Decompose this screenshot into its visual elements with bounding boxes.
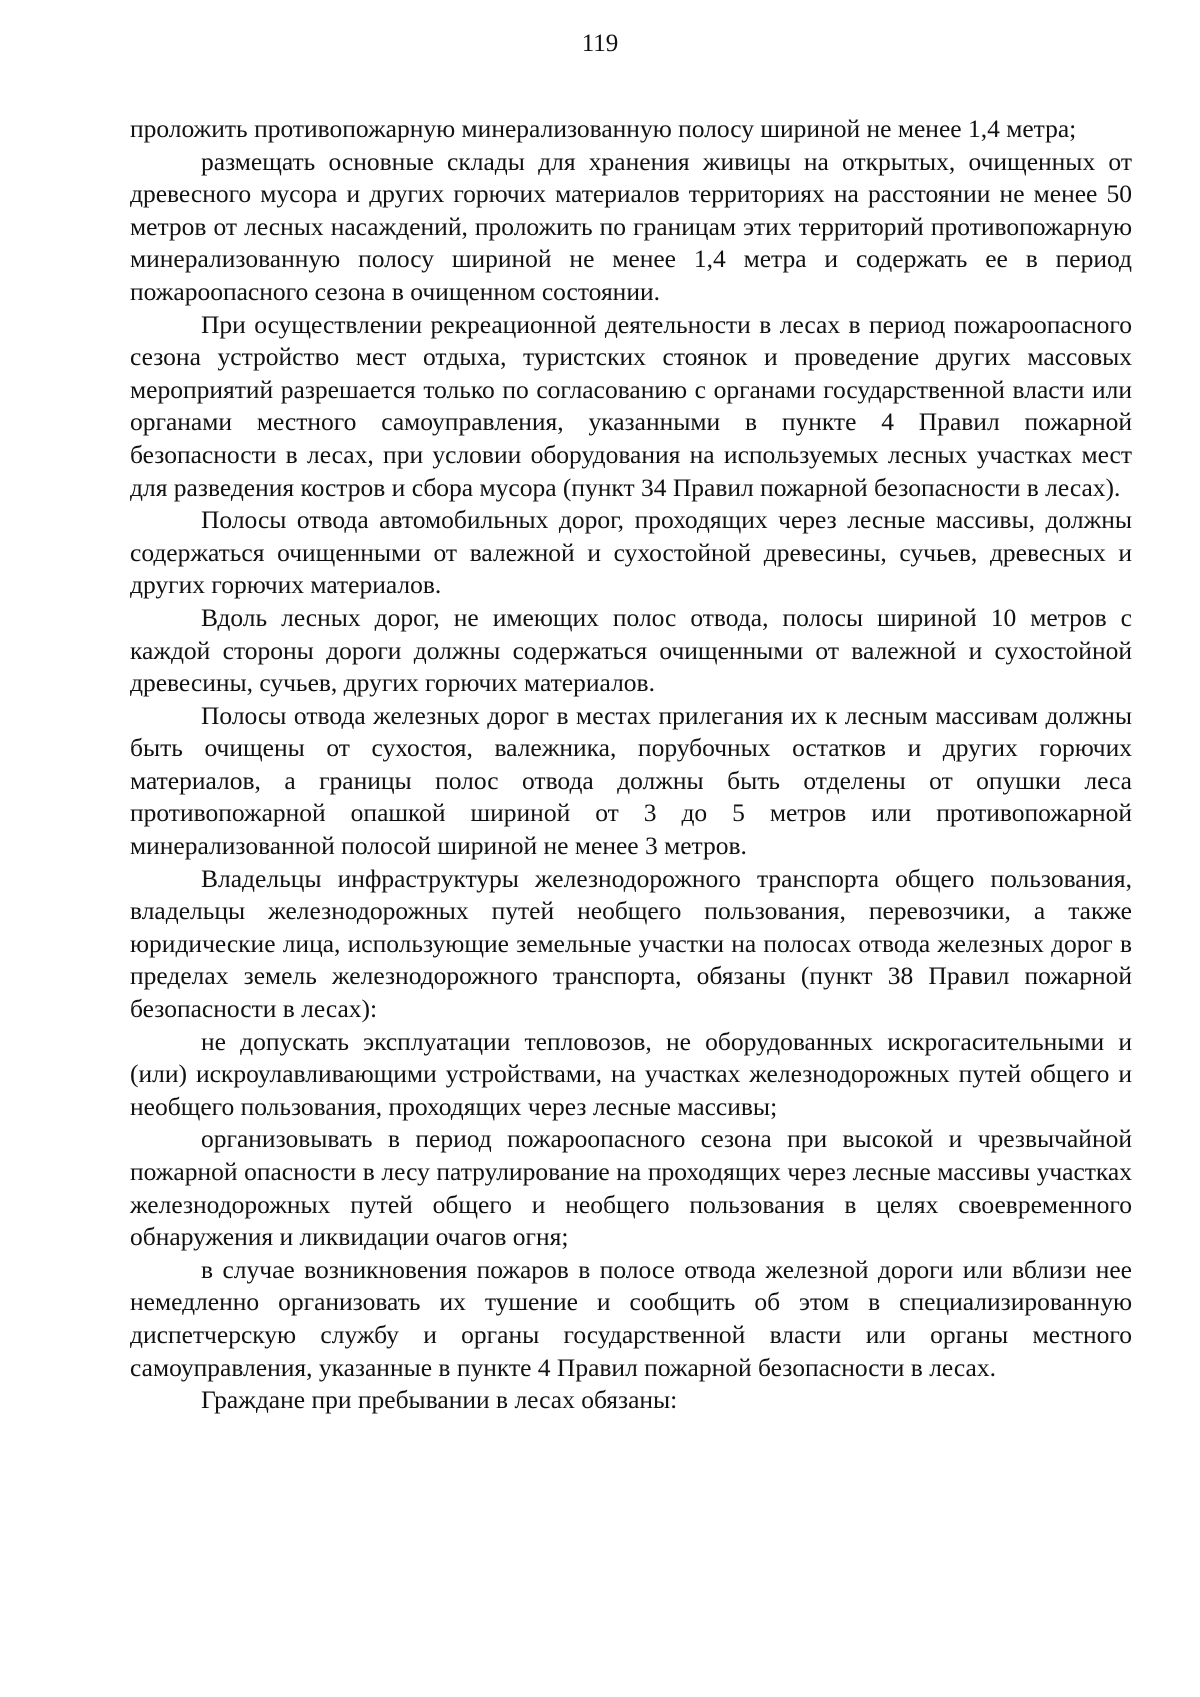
paragraph: При осуществлении рекреационной деятельности в лесах в период пожароопасного сезона устройство мест отдыха, туристских стоянок и проведение других массовых мероприятий разрешается только по согласованию с органами государственной власти или органами местного самоуправления, указанными в пункте 4 Правил пожарной безопасности в лесах, при условии оборудования на используемых лесных участках мест для разведения костров и сбора мусора (пункт 34 Правил пожарной безопасности в лесах). <box>130 309 1132 502</box>
paragraph: Владельцы инфраструктуры железнодорожного транспорта общего пользования, владельцы железнодорожных путей необщего пользования, перевозчики, а также юридические лица, использующие земельные участки на полосах отвода железных дорог в пределах земель железнодорожного транспорта, обязаны (пункт 38 Правил пожарной безопасности в лесах): <box>130 863 1132 1024</box>
paragraph: Полосы отвода железных дорог в местах прилегания их к лесным массивам должны быть очищены от сухостоя, валежника, порубочных остатков и других горючих материалов, а границы полос отвода должны быть отделены от опушки леса противопожарной опашкой шириной от 3 до 5 метров или противопожарной минерализованной полосой шириной не менее 3 метров. <box>130 700 1132 861</box>
paragraph: не допускать эксплуатации тепловозов, не оборудованных искрогасительными и (или) искроулавливающими устройствами, на участках железнодорожных путей общего и необщего пользования, проходящих через лесные массивы; <box>130 1026 1132 1121</box>
paragraph: проложить противопожарную минерализованную полосу шириной не менее 1,4 метра; <box>130 114 1077 143</box>
paragraph: в случае возникновения пожаров в полосе отвода железной дороги или вблизи нее немедленно организовать их тушение и сообщить об этом в специализированную диспетчерскую службу и органы государственной власти или органы местного самоуправления, указанные в пункте 4 Правил пожарной безопасности в лесах. <box>130 1254 1132 1382</box>
body-text <box>130 113 1132 1417</box>
paragraph: Вдоль лесных дорог, не имеющих полос отвода, полосы шириной 10 метров с каждой стороны дороги должны содержаться очищенными от валежной и сухостойной древесины, сучьев, других горючих материалов. <box>130 602 1132 698</box>
paragraph: Граждане при пребывании в лесах обязаны: <box>201 1385 678 1415</box>
paragraph: Полосы отвода автомобильных дорог, проходящих через лесные массивы, должны содержаться очищенными от валежной и сухостойной древесины, сучьев, древесных и других горючих материалов. <box>130 505 1132 600</box>
paragraph: организовывать в период пожароопасного сезона при высокой и чрезвычайной пожарной опасности в лесу патрулирование на проходящих через лесные массивы участках железнодорожных путей общего и необщего пользования в целях своевременного обнаружения и ликвидации очагов огня; <box>130 1124 1132 1252</box>
page-number: 119 <box>581 30 619 57</box>
paragraph: размещать основные склады для хранения живицы на открытых, очищенных от древесного мусора и других горючих материалов территориях на расстоянии не менее 50 метров от лесных насаждений, проложить по границам этих территорий противопожарную минерализованную полосу шириной не менее 1,4 метра и содержать ее в период пожароопасного сезона в очищенном состоянии. <box>130 146 1132 306</box>
